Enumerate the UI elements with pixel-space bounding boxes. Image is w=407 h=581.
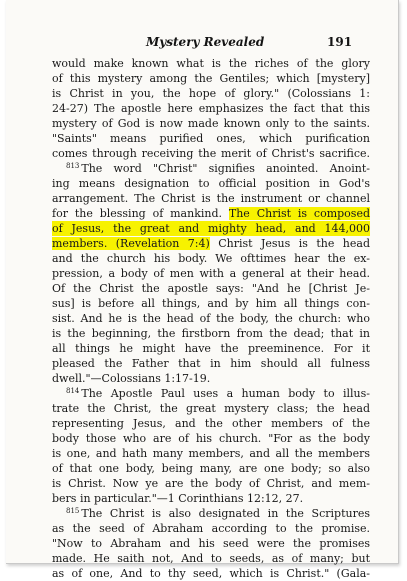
text-line: is one, and hath many members, and all the members xyxy=(52,447,370,460)
text-line: bers in particular."—1 Corinthians 12:12, 27. xyxy=(52,492,304,505)
text-line: mystery of God is now made known only to the saints. xyxy=(52,117,370,130)
text-line: $^{815}$ The Christ is also designated in the Scriptures xyxy=(66,507,370,520)
highlighted-text: of Jesus, the great and mighty head, and 144,000 xyxy=(52,222,370,235)
text-line: arrangement. The Christ is the instrument or channel xyxy=(52,192,370,205)
text-line: ing means designation to official position in God's xyxy=(52,177,370,190)
text-line: representing Jesus, and the other members of the xyxy=(52,417,370,430)
text-line: would make known what is the riches of the glory xyxy=(52,57,370,70)
text-line: "Saints" means purified ones, which purification xyxy=(52,132,370,145)
book-page xyxy=(6,0,399,580)
page-header xyxy=(6,35,398,51)
text-line: of that one body, being many, are one body; so also xyxy=(52,462,370,475)
highlighted-text: members. (Revelation 7:4) xyxy=(52,237,210,250)
text-line: $^{813}$ The word "Christ" signifies anointed. Anoint- xyxy=(66,162,370,175)
text-line: sist. And he is the head of the body, the church: who xyxy=(52,312,370,325)
text-line: members. (Revelation 7:4) Christ Jesus is the head xyxy=(52,237,371,250)
text-line: pleased the Father that in him should all fulness xyxy=(52,357,370,370)
text-line: of this mystery among the Gentiles; which [mystery] xyxy=(52,72,370,85)
text-line: pression, a body of men with a general at their head. xyxy=(52,267,370,280)
text-line: is Christ in you, the hope of glory." (Colossians 1: xyxy=(52,87,370,100)
text-line: body those who are of his church. "For as the body xyxy=(52,432,370,445)
highlighted-text: The Christ is composed xyxy=(228,207,370,220)
text-line: 24-27) The apostle here emphasizes the fact that this xyxy=(52,102,370,115)
text-line: Of the Christ the apostle says: "And he [Christ Je- xyxy=(52,282,370,295)
paragraph-number: 814 xyxy=(66,387,80,395)
text-line: as of one, And to thy seed, which is Christ." (Gala- xyxy=(52,567,370,580)
text-line: comes through receiving the merit of Christ's sacrifice. xyxy=(52,147,370,160)
text-line: $^{814}$ The Apostle Paul uses a human body to illus- xyxy=(66,387,370,400)
text-line: "Now to Abraham and his seed were the promises xyxy=(52,537,370,550)
text-line: sus] is before all things, and by him all things con- xyxy=(52,297,370,310)
text-line: and the church his body. We ofttimes hear the ex- xyxy=(52,252,370,265)
text-line: dwell."—Colossians 1:17-19. xyxy=(52,372,211,385)
text-line: is the beginning, the firstborn from the dead; that in xyxy=(52,327,370,340)
text-line: all things he might have the preeminence. For it xyxy=(52,342,370,355)
paragraph-number: 813 xyxy=(66,162,80,170)
text-line xyxy=(52,221,370,236)
text-line: trate the Christ, the great mystery class; the head xyxy=(52,402,370,415)
text-line: made. He saith not, And to seeds, as of many; but xyxy=(52,552,370,565)
text-line: for the blessing of mankind. The Christ is composed xyxy=(52,207,370,220)
page-number: 191 xyxy=(327,35,353,49)
text-line: is Christ. Now ye are the body of Christ, and mem- xyxy=(52,477,370,490)
running-title: Mystery Revealed xyxy=(146,35,265,49)
paragraph-number: 815 xyxy=(66,507,80,515)
text-line: as the seed of Abraham according to the promise. xyxy=(52,522,370,535)
